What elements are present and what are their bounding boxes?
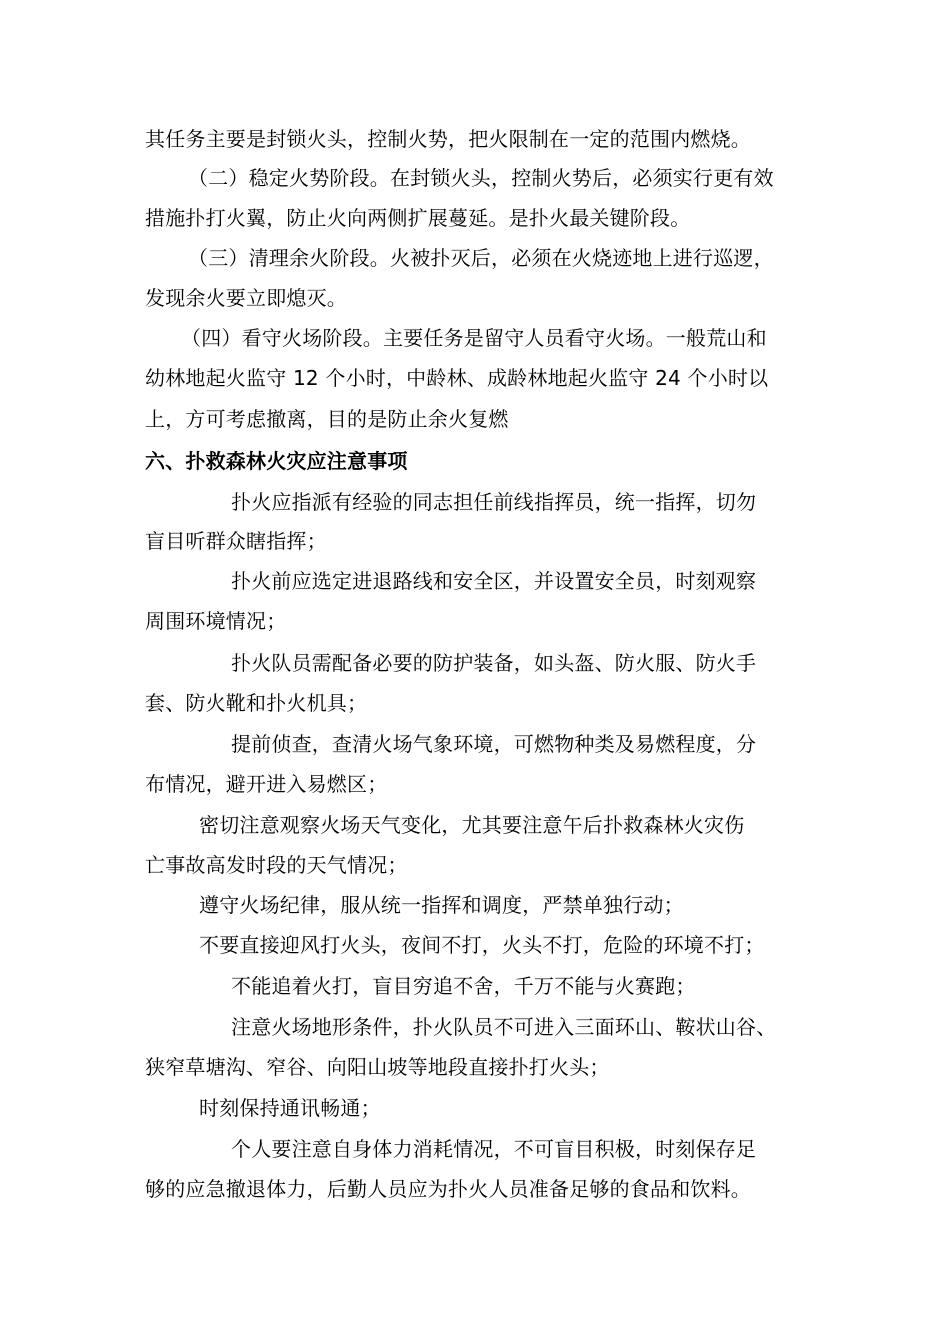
text-line: 亡事故高发时段的天气情况；: [145, 853, 408, 877]
text-line: （三）清理余火阶段。火被扑灭后，必须在火烧迹地上进行巡逻，: [188, 246, 774, 270]
text-line: 不能追着火打，盲目穷追不舍，千万不能与火赛跑；: [231, 974, 696, 998]
text-line: 扑火队员需配备必要的防护装备，如头盔、防火服、防火手: [231, 651, 757, 675]
text-line: 盲目听群众瞎指挥；: [145, 529, 327, 553]
text-line: 扑火应指派有经验的同志担任前线指挥员，统一指挥，切勿: [231, 490, 757, 514]
text-line: 个人要注意自身体力消耗情况，不可盲目积极，时刻保存足: [231, 1137, 757, 1161]
text-line: 发现余火要立即熄灭。: [145, 286, 347, 310]
text-line: 幼林地起火监守 12 个小时，中龄林、成龄林地起火监守 24 个小时以: [145, 366, 769, 390]
text-line: 不要直接迎风打火头，夜间不打，火头不打，危险的环境不打；: [199, 933, 765, 957]
text-line: 提前侦查，查清火场气象环境，可燃物种类及易燃程度，分: [231, 732, 757, 756]
text-line: 上，方可考虑撤离，目的是防止余火复燃: [145, 407, 509, 431]
text-line: 遵守火场纪律，服从统一指挥和调度，严禁单独行动；: [199, 893, 684, 917]
text-line: 注意火场地形条件，扑火队员不可进入三面环山、鞍状山谷、: [231, 1015, 777, 1039]
text-line: 措施扑打火翼，防止火向两侧扩展蔓延。是扑火最关键阶段。: [145, 206, 691, 230]
text-line: 密切注意观察火场天气变化，尤其要注意午后扑救森林火灾伤: [199, 813, 745, 837]
text-line: 扑火前应选定进退路线和安全区，并设置安全员，时刻观察: [231, 569, 757, 593]
text-line: 够的应急撤退体力，后勤人员应为扑火人员准备足够的食品和饮料。: [145, 1177, 751, 1201]
text-line: （四）看守火场阶段。主要任务是留守人员看守火场。一般荒山和: [181, 326, 767, 350]
text-line: 时刻保持通讯畅通；: [199, 1096, 381, 1120]
text-line: 套、防火靴和扑火机具；: [145, 691, 368, 715]
text-line: 周围环境情况；: [145, 609, 287, 633]
section-heading: 六、扑救森林火灾应注意事项: [145, 449, 408, 473]
text-line: 其任务主要是封锁火头，控制火势，把火限制在一定的范围内燃烧。: [145, 127, 751, 151]
text-line: 狭窄草塘沟、窄谷、向阳山坡等地段直接扑打火头；: [145, 1055, 610, 1079]
text-line: 布情况，避开进入易燃区；: [145, 772, 388, 796]
text-line: （二）稳定火势阶段。在封锁火头，控制火势后，必须实行更有效: [188, 166, 774, 190]
